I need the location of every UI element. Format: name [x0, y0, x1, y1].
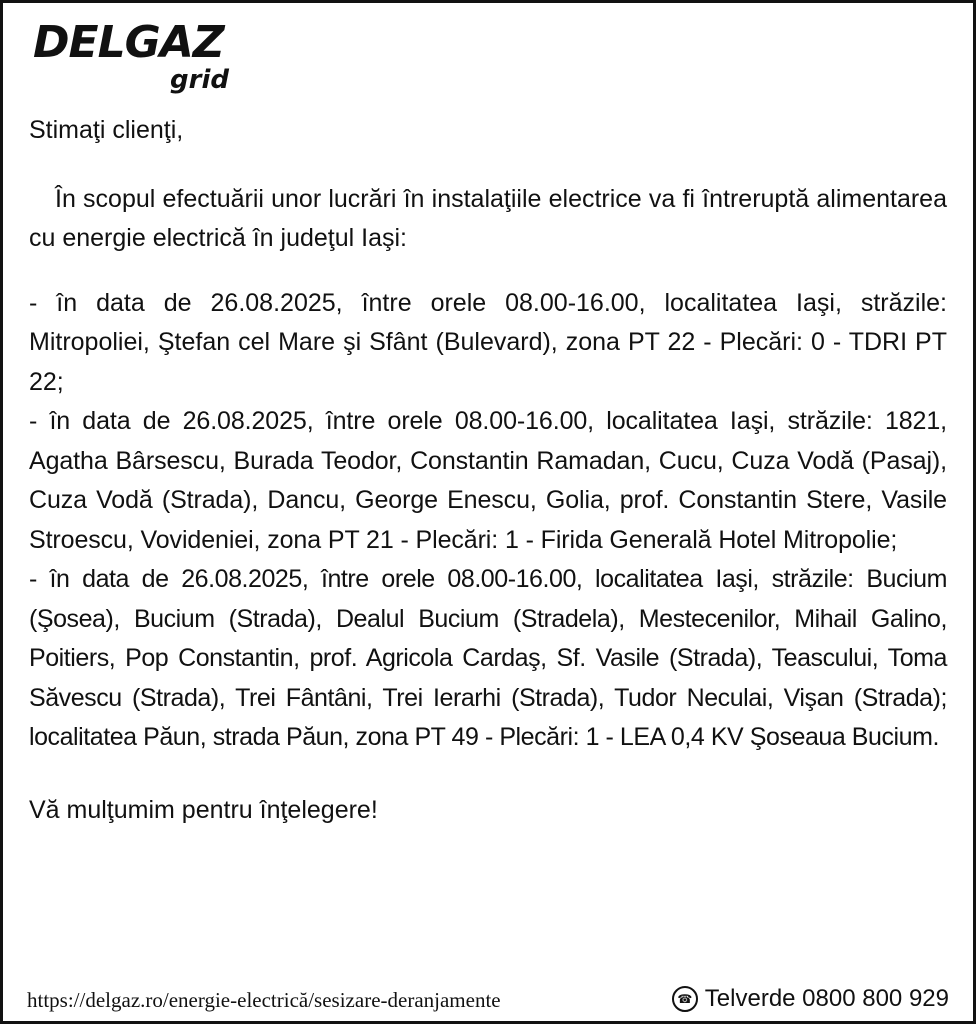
outage-item-1: - în data de 26.08.2025, între orele 08.00-16.00, localitatea Iaşi, străzile: Mitropoliei, Ştefan cel Mare şi Sfânt (Bulevard), zona PT 22 - Plecări: 0 - TDRI PT 22;: [29, 288, 947, 396]
layout-spacer: [25, 826, 951, 985]
outage-item-3: - în data de 26.08.2025, între orele 08.00-16.00, localitatea Iaşi, străzile: Bucium (Şosea), Bucium (Strada), Dealul Bucium (Stradela), Mestecenilor, Mihail Galino, Poitiers, Pop Constantin, prof. Agricola Cardaş, Sf. Vasile (Strada), Teascului, Toma Săvescu (Strada), Trei Fântâni, Trei Ierarhi (Strada), Tudor Neculai, Vişan (Strada); localitatea Păun, strada Păun, zona PT 49 - Plecări: 1 - LEA 0,4 KV Şoseaua Bucium.: [29, 565, 947, 752]
outage-item-2: - în data de 26.08.2025, între orele 08.00-16.00, localitatea Iaşi, străzile: 1821, Agatha Bârsescu, Burada Teodor, Constantin Ramadan, Cucu, Cuza Vodă (Pasaj), Cuza Vodă (Strada), Dancu, George Enescu, Golia, prof. Constantin Stere, Vasile Stroescu, Vovideniei, zona PT 21 - Plecări: 1 - Firida Generală Hotel Mitropolie;: [29, 407, 947, 554]
phone-icon: ☎: [672, 986, 698, 1012]
logo-subtext: grid: [170, 65, 229, 95]
thanks-text: Vă mulţumim pentru înţelegere!: [29, 795, 378, 824]
footer-url-link[interactable]: https://delgaz.ro/energie-electrică/sesizare-deranjamente: [27, 988, 501, 1012]
salutation-text: Stimaţi clienţi,: [29, 116, 184, 144]
logo-wordmark: DELGAZ: [33, 17, 224, 68]
footer: [25, 985, 951, 1021]
footer-phone: [672, 985, 949, 1013]
intro-paragraph: În scopul efectuării unor lucrări în instalaţiile electrice va fi întreruptă alimentarea cu energie electrică în judeţul Iaşi:: [29, 185, 947, 252]
footer-phone-label: Telverde 0800 800 929: [704, 985, 949, 1012]
delgaz-grid-logo: [25, 17, 951, 95]
